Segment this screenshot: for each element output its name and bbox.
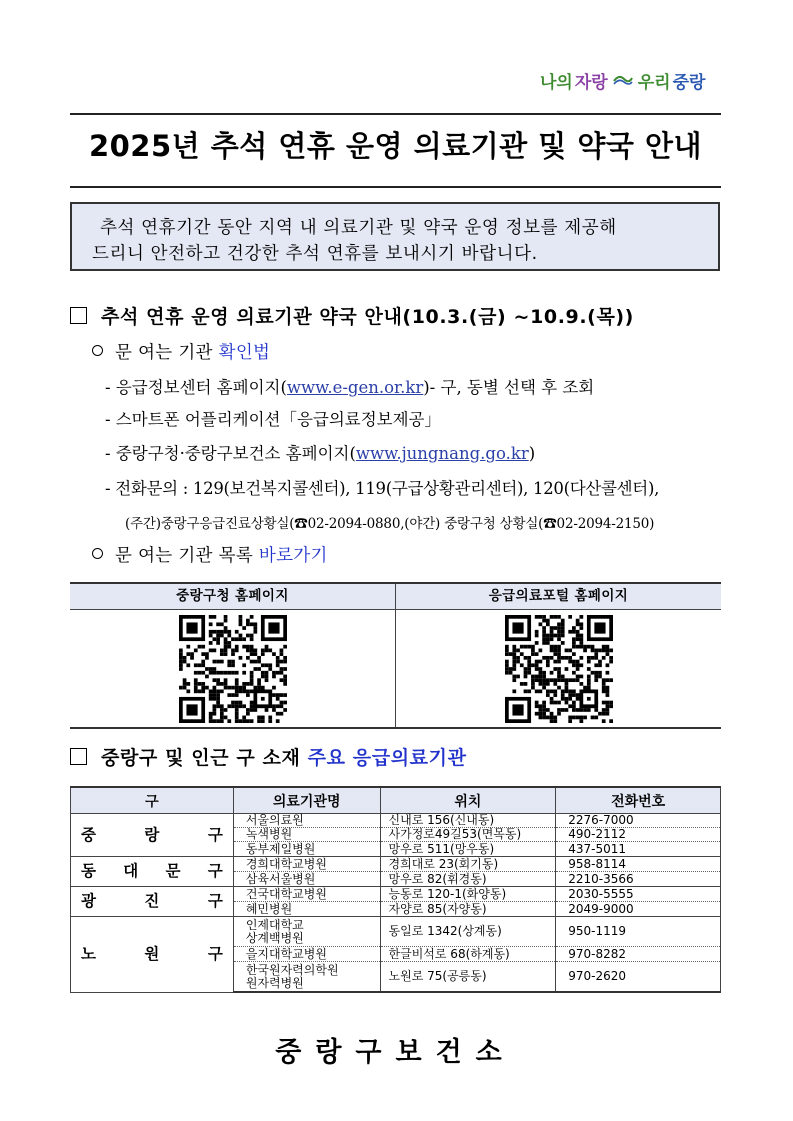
qr-left-label: 중랑구청 홈페이지 xyxy=(70,584,396,609)
circle-bullet-icon xyxy=(92,345,103,356)
logo-text-1: 나의 xyxy=(540,72,573,93)
phone-cell: 950-1119 xyxy=(556,917,721,947)
logo-swirl-icon xyxy=(613,73,633,87)
location-cell: 망우로 82(휘경동) xyxy=(380,872,556,887)
sub-heading-shortcut xyxy=(92,542,328,567)
location-cell: 동일로 1342(상계동) xyxy=(380,917,556,947)
district-char: 랑 xyxy=(144,825,160,844)
district-name xyxy=(81,825,223,844)
district-char: 광 xyxy=(81,892,96,910)
phone-cell: 2049-9000 xyxy=(556,902,721,917)
table-row xyxy=(71,887,721,902)
district-char: 구 xyxy=(207,892,223,910)
location-cell: 망우로 511(망우동) xyxy=(380,842,556,857)
logo-text-4: 중랑 xyxy=(672,72,706,93)
item3-text-b: ) xyxy=(528,444,536,463)
district-name xyxy=(81,944,223,963)
checkbox-square-icon xyxy=(70,748,87,765)
header-name: 의료기관명 xyxy=(233,787,380,814)
phone-cell: 437-5011 xyxy=(556,842,721,857)
sub1-highlight: 확인법 xyxy=(218,343,271,363)
district-char: 대 xyxy=(123,862,139,880)
phone-cell: 2030-5555 xyxy=(556,887,721,902)
jungnang-link[interactable]: www.jungnang.go.kr xyxy=(355,444,529,463)
phone-cell: 970-2620 xyxy=(556,962,721,993)
phone-cell: 490-2112 xyxy=(556,828,721,842)
hospital-name-cell: 한국원자력의학원 원자력병원 xyxy=(233,962,380,993)
location-cell: 자양로 85(자양동) xyxy=(380,902,556,917)
section-2-prefix: 중랑구 및 인근 구 소재 xyxy=(101,747,308,769)
hospital-name-cell: 건국대학교병원 xyxy=(233,887,380,902)
section-2-heading xyxy=(70,743,467,770)
egen-qr-code-icon[interactable] xyxy=(505,615,613,723)
district-cell xyxy=(71,917,234,993)
location-cell: 한글비석로 68(하계동) xyxy=(380,947,556,962)
page-title: 2025년 추석 연휴 운영 의료기관 및 약국 안내 xyxy=(88,129,703,163)
phone-cell: 2276-7000 xyxy=(556,814,721,828)
hospital-name-cell: 삼육서울병원 xyxy=(233,872,380,887)
title-rule-bottom xyxy=(70,186,721,188)
intro-box xyxy=(70,202,720,271)
sub-heading-check-method xyxy=(92,339,270,364)
table-row xyxy=(71,814,721,828)
hospital-table xyxy=(70,786,721,993)
district-char: 구 xyxy=(207,825,223,844)
header-phone: 전화번호 xyxy=(556,787,721,814)
district-char: 동 xyxy=(81,862,96,880)
location-cell: 경희대로 23(회기동) xyxy=(380,857,556,872)
checkbox-square-icon xyxy=(70,307,87,324)
footer-organization: 중랑구보건소 xyxy=(275,1037,516,1068)
table-row xyxy=(71,857,721,872)
list-item-phone: - 전화문의 : 129(보건복지콜센터), 119(구급상황관리센터), 120(다산콜센터), xyxy=(105,479,660,498)
title-rule-top xyxy=(70,113,721,115)
district-char: 노 xyxy=(81,944,96,963)
section-1-title: 추석 연휴 운영 의료기관 약국 안내(10.3.(금) ~10.9.(목)) xyxy=(101,306,634,328)
phone-cell: 958-8114 xyxy=(556,857,721,872)
item1-text-b: )- 구, 동별 선택 후 조회 xyxy=(423,378,595,397)
list-item-phone-detail: (주간)중랑구응급진료상황실(☎02-2094-0880,(야간) 중랑구청 상황실(☎02-2094-2150) xyxy=(125,516,655,532)
district-char: 원 xyxy=(144,944,160,963)
hospital-name-cell: 동부제일병원 xyxy=(233,842,380,857)
hospital-name-cell: 인제대학교 상계백병원 xyxy=(233,917,380,947)
intro-line-2: 드리니 안전하고 건강한 추석 연휴를 보내시기 바랍니다. xyxy=(92,244,538,264)
qr-right-cell xyxy=(396,610,721,727)
item3-text-a: - 중랑구청·중랑구보건소 홈페이지( xyxy=(105,444,356,463)
list-item-app: - 스마트폰 어플리케이션「응급의료정보제공」 xyxy=(105,410,441,429)
location-cell: 신내로 156(신내동) xyxy=(380,814,556,828)
hospital-name-cell: 서울의료원 xyxy=(233,814,380,828)
list-item-egen xyxy=(105,374,594,398)
district-char: 문 xyxy=(165,862,181,880)
sub2-highlight: 바로가기 xyxy=(258,546,328,566)
district-cell xyxy=(71,857,234,887)
district-char: 구 xyxy=(207,944,223,963)
egen-link[interactable]: www.e-gen.or.kr xyxy=(286,378,424,397)
section-2-highlight: 주요 응급의료기관 xyxy=(307,747,467,769)
logo-text-3: 우리 xyxy=(637,72,671,93)
location-cell: 능동로 120-1(화양동) xyxy=(380,887,556,902)
qr-table xyxy=(70,582,721,729)
qr-right-label: 응급의료포털 홈페이지 xyxy=(488,588,629,604)
district-name xyxy=(81,892,223,910)
district-char: 중 xyxy=(81,825,96,844)
qr-left-cell xyxy=(70,610,396,727)
hospital-name-cell: 녹색병원 xyxy=(233,828,380,842)
intro-line-1: 추석 연휴기간 동안 지역 내 의료기관 및 약국 운영 정보를 제공해 xyxy=(100,218,617,238)
jungnang-qr-code-icon[interactable] xyxy=(179,615,287,723)
sub1-prefix: 문 여는 기관 xyxy=(115,343,219,363)
phone-cell: 2210-3566 xyxy=(556,872,721,887)
header-gu: 구 xyxy=(71,787,234,814)
district-name xyxy=(81,862,223,880)
table-row xyxy=(71,917,721,947)
phone-cell: 970-8282 xyxy=(556,947,721,962)
list-item-homepage xyxy=(105,440,535,464)
logo xyxy=(540,68,705,92)
hospital-name-cell: 경희대학교병원 xyxy=(233,857,380,872)
item1-text-a: - 응급정보센터 홈페이지( xyxy=(105,378,287,397)
header-location: 위치 xyxy=(380,787,556,814)
logo-text-2: 자랑 xyxy=(574,72,608,93)
location-cell: 사가정로49길53(면목동) xyxy=(380,828,556,842)
district-cell xyxy=(71,887,234,917)
district-char: 구 xyxy=(207,862,223,880)
district-char: 진 xyxy=(144,892,160,910)
district-cell xyxy=(71,814,234,857)
circle-bullet-icon xyxy=(92,548,103,559)
location-cell: 노원로 75(공릉동) xyxy=(380,962,556,993)
section-1-heading xyxy=(70,302,634,329)
sub2-prefix: 문 여는 기관 목록 xyxy=(115,546,259,566)
table-header-row xyxy=(71,787,721,814)
hospital-name-cell: 혜민병원 xyxy=(233,902,380,917)
hospital-name-cell: 을지대학교병원 xyxy=(233,947,380,962)
